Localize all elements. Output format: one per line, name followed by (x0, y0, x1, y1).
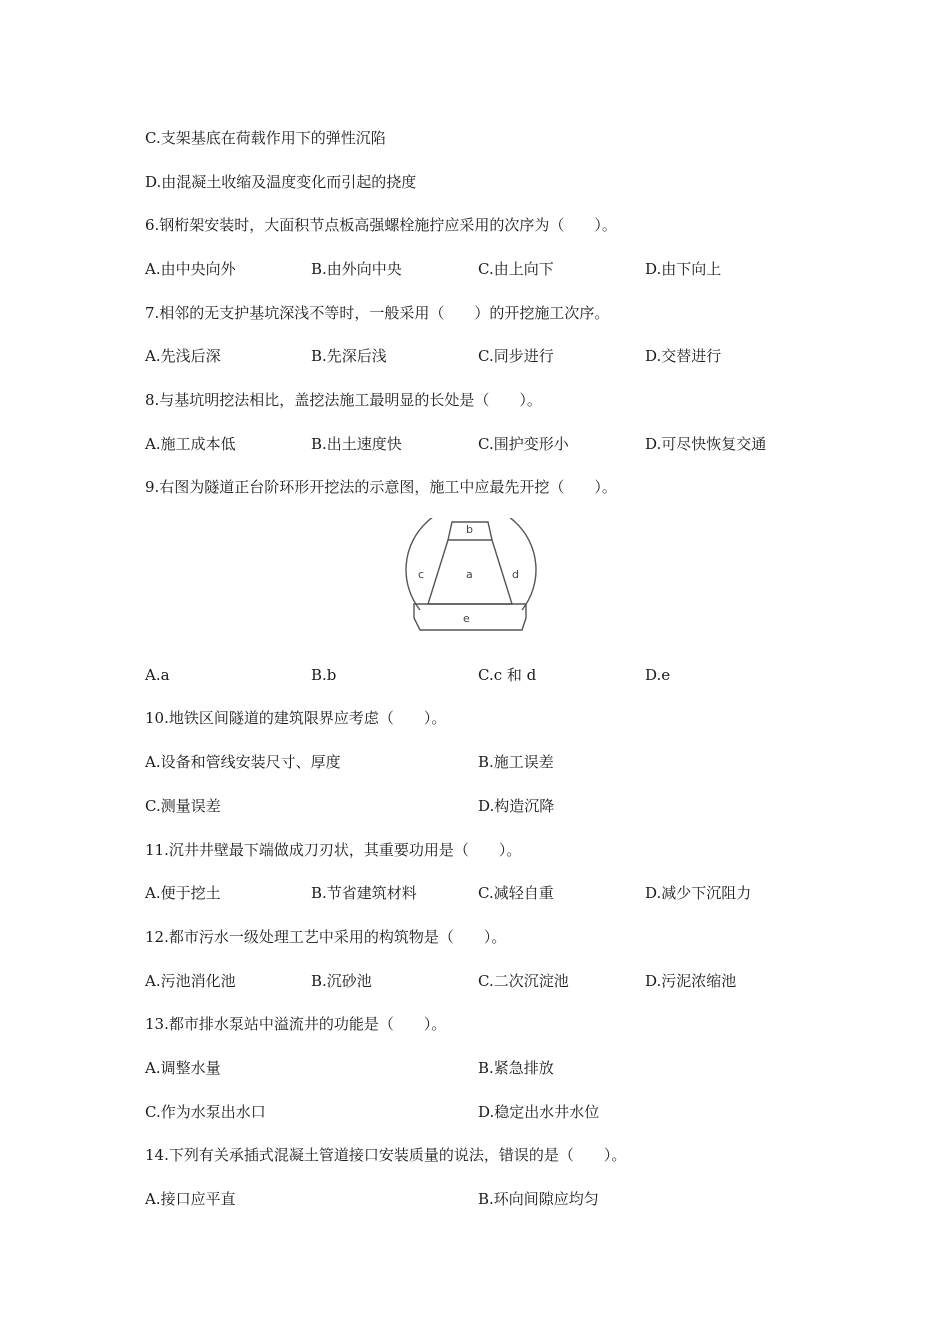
q10-option-b: B.施工误差 (478, 753, 554, 771)
question-8-stem: 8.与基坑明挖法相比，盖挖法施工最明显的长处是（ ）。 (145, 391, 542, 409)
q12-option-c: C.二次沉淀池 (478, 972, 569, 990)
bench-e-outline (414, 604, 526, 630)
q12-option-d: D.污泥浓缩池 (645, 972, 737, 990)
q11-option-c: C.减轻自重 (478, 884, 554, 902)
q8-option-a: A.施工成本低 (145, 435, 236, 453)
q7-option-b: B.先深后浅 (311, 347, 387, 365)
q12-option-b: B.沉砂池 (311, 972, 372, 990)
question-9-stem: 9.右图为隧道正台阶环形开挖法的示意图，施工中应最先开挖（ ）。 (145, 478, 617, 496)
label-c: c (418, 568, 425, 581)
question-13-stem: 13.都市排水泵站中溢流井的功能是（ ）。 (145, 1015, 447, 1033)
q10-option-a: A.设备和管线安装尺寸、厚度 (145, 753, 341, 771)
option-d-q5: D.由混凝土收缩及温度变化而引起的挠度 (145, 173, 417, 191)
q9-option-c: C.c 和 d (478, 666, 537, 684)
label-b: b (466, 523, 473, 536)
q14-option-a: A.接口应平直 (145, 1190, 236, 1208)
label-e: e (463, 612, 470, 625)
q10-option-c: C.测量误差 (145, 797, 221, 815)
q6-option-b: B.由外向中央 (311, 260, 402, 278)
q11-option-d: D.减少下沉阻力 (645, 884, 752, 902)
option-c-q5: C.支架基底在荷载作用下的弹性沉陷 (145, 129, 386, 147)
q9-option-d: D.e (645, 666, 671, 684)
q6-option-c: C.由上向下 (478, 260, 554, 278)
label-d: d (512, 568, 519, 581)
question-14-stem: 14.下列有关承插式混凝土管道接口安装质量的说法，错误的是（ ）。 (145, 1146, 627, 1164)
q11-option-a: A.便于挖土 (145, 884, 221, 902)
tunnel-excavation-diagram (400, 518, 540, 636)
q8-option-b: B.出土速度快 (311, 435, 402, 453)
q6-option-d: D.由下向上 (645, 260, 722, 278)
q7-option-a: A.先浅后深 (145, 347, 221, 365)
q9-option-b: B.b (311, 666, 337, 684)
label-a: a (466, 568, 473, 581)
question-12-stem: 12.都市污水一级处理工艺中采用的构筑物是（ ）。 (145, 928, 507, 946)
question-6-stem: 6.钢桁架安装时，大面积节点板高强螺栓施拧应采用的次序为（ ）。 (145, 216, 617, 234)
q12-option-a: A.污池消化池 (145, 972, 236, 990)
q8-option-d: D.可尽快恢复交通 (645, 435, 767, 453)
q7-option-d: D.交替进行 (645, 347, 722, 365)
q13-option-b: B.紧急排放 (478, 1059, 554, 1077)
question-7-stem: 7.相邻的无支护基坑深浅不等时，一般采用（ ）的开挖施工次序。 (145, 304, 610, 322)
q7-option-c: C.同步进行 (478, 347, 554, 365)
q9-option-a: A.a (145, 666, 170, 684)
q14-option-b: B.环向间隙应均匀 (478, 1190, 599, 1208)
q10-option-d: D.构造沉降 (478, 797, 555, 815)
question-10-stem: 10.地铁区间隧道的建筑限界应考虑（ ）。 (145, 709, 447, 727)
question-11-stem: 11.沉井井壁最下端做成刀刃状，其重要功用是（ ）。 (145, 841, 522, 859)
q11-option-b: B.节省建筑材料 (311, 884, 417, 902)
q6-option-a: A.由中央向外 (145, 260, 236, 278)
q13-option-d: D.稳定出水井水位 (478, 1103, 600, 1121)
q13-option-c: C.作为水泵出水口 (145, 1103, 266, 1121)
q13-option-a: A.调整水量 (145, 1059, 221, 1077)
q8-option-c: C.围护变形小 (478, 435, 569, 453)
